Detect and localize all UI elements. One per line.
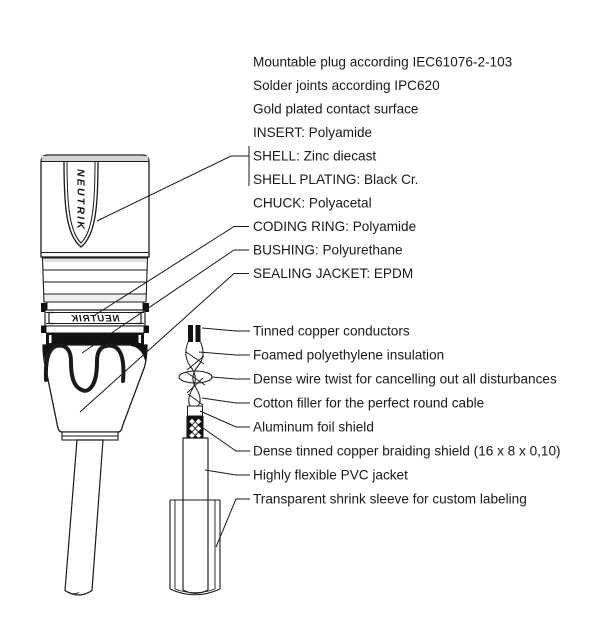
leader-line-shrink-sleeve [216,499,250,547]
black-band-slit-left [49,335,52,343]
cable-spec-label: Transparent shrink sleeve for custom labeling [253,491,527,507]
leader-line-insulation [199,352,250,355]
black-band-slit-right [139,335,142,343]
connector-shell [41,155,149,257]
plug-spec-label: INSERT: Polyamide [253,125,373,140]
tab-left-2 [41,326,46,334]
conductor-left [188,325,193,342]
leader-line-cotton-filler [202,398,250,403]
plug-spec-labels [253,55,512,282]
leader-line-pvc-jacket [205,470,250,475]
tab-right-2 [144,326,149,334]
pvc-jacket [183,438,208,593]
twisted-pair [186,342,205,406]
chuck-section [43,258,148,302]
plug-spec-label: SEALING JACKET: EPDM [253,266,414,281]
cable-spec-label: Tinned copper conductors [253,323,410,339]
coding-ring [45,310,145,326]
leader-line-braid-shield [203,428,250,451]
cable-cutaway-drawing [170,325,220,595]
cable-spec-label: Highly flexible PVC jacket [253,467,408,483]
cable-spec-label: Foamed polyethylene insulation [253,347,445,363]
connector-cable [65,440,103,595]
cable-spec-labels [253,324,561,507]
plug-spec-label: Gold plated contact surface [253,101,419,117]
leader-line-foil-shield [200,411,250,427]
cable-spec-label: Dense wire twist for cancelling out all disturbances [253,371,557,387]
coding-ring-brand-text: NEUTRIK [70,313,120,325]
braid-shield [187,416,204,438]
plug-spec-label: Solder joints according IPC620 [253,78,440,93]
cable-spec-label: Aluminum foil shield [253,419,374,435]
xlr-connector-drawing [41,155,149,595]
plug-spec-label: SHELL PLATING: Black Cr. [253,172,419,187]
chuck-shade-top [43,259,147,263]
bushing-rings [41,326,149,346]
boot-sealing-jacket [43,345,147,440]
plug-spec-label: CHUCK: Polyacetal [253,195,372,211]
plug-spec-label: SHELL: Zinc diecast [253,148,377,164]
leader-line-conductors [202,328,250,331]
leader-line-wire-twist [212,377,250,379]
plug-spec-label: CODING RING: Polyamide [253,219,417,234]
conductor-right [196,325,201,342]
plug-spec-label: Mountable plug according IEC61076-2-103 [253,54,513,70]
cable-spec-label: Cotton filler for the perfect round cable [253,395,485,411]
black-band [46,333,144,345]
chuck-shade-bottom [45,295,146,301]
plug-spec-label: BUSHING: Polyurethane [253,242,403,258]
cable-spec-label: Dense tinned copper braiding shield (16 x 8 x 0,10) [253,443,561,459]
shell-brand-text: NEUTRIK [74,168,87,232]
shell-top-band [42,156,149,161]
